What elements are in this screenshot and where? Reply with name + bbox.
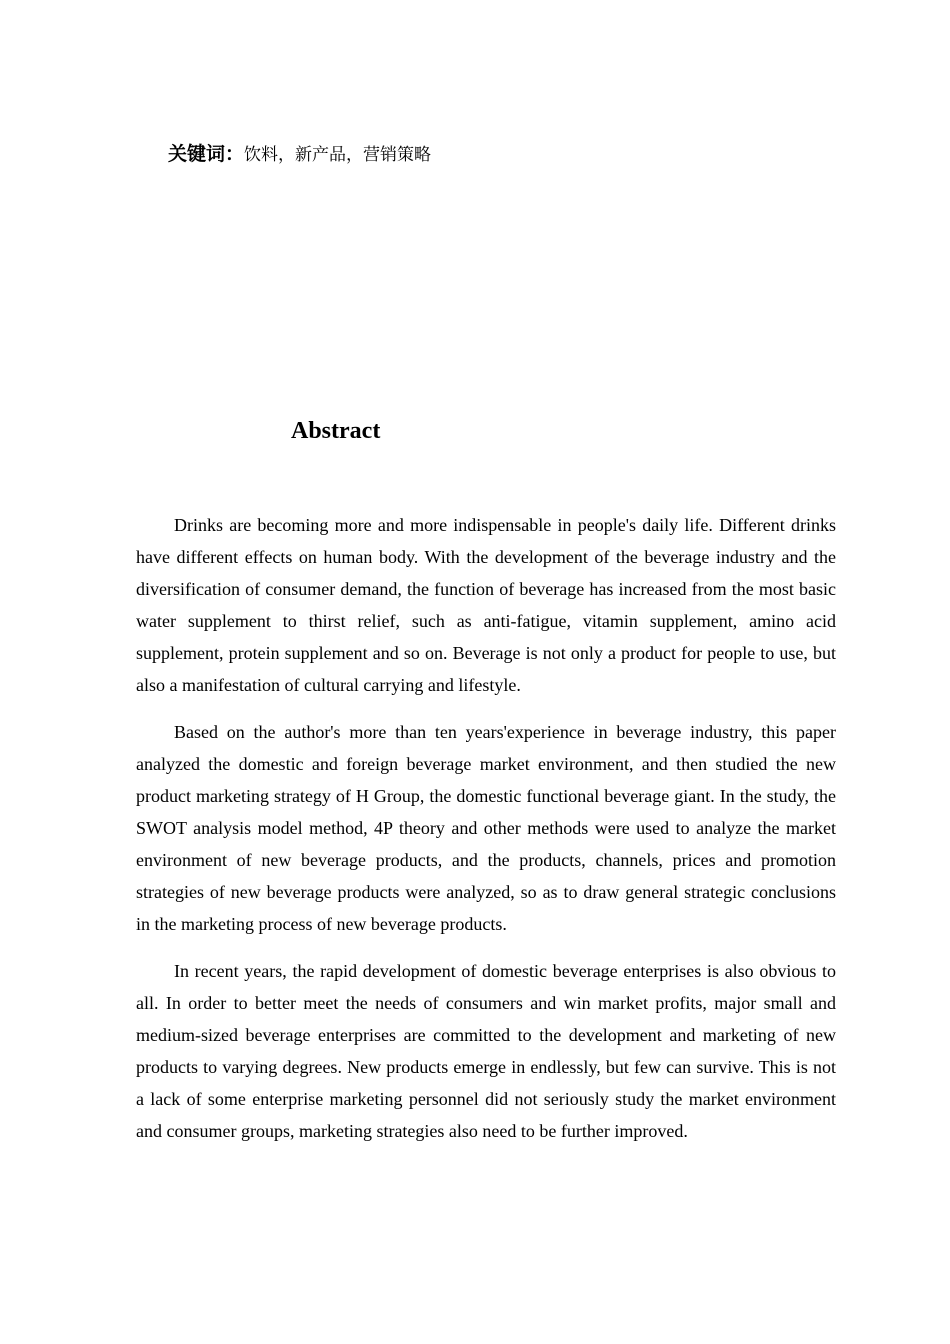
abstract-body <box>136 509 836 1162</box>
abstract-title: Abstract <box>291 418 381 444</box>
keywords-value: 饮料，新产品，营销策略 <box>244 145 432 165</box>
abstract-paragraph-1: Drinks are becoming more and more indispensable in people's daily life. Different drinks have different effects on human body. With the development of the beverage industry and the diversification of consumer demand, the function of beverage has increased from the most basic water supplement to thirst relief, such as anti-fatigue, vitamin supplement, amino acid supplement, protein supplement and so on. Beverage is not only a product for people to use, but also a manifestation of cultural carrying and lifestyle. <box>136 515 836 695</box>
keywords-label: 关键词： <box>168 143 245 165</box>
abstract-paragraph-3: In recent years, the rapid development of domestic beverage enterprises is also obvious to all. In order to better meet the needs of consumers and win market profits, major small and medium-sized beverage enterprises are committed to the development and marketing of new products to varying degrees. New products emerge in endlessly, but few can survive. This is not a lack of some enterprise marketing personnel did not seriously study the market environment and consumer groups, marketing strategies also need to be further improved. <box>136 961 836 1141</box>
keywords-line <box>168 139 868 170</box>
abstract-paragraph-2: Based on the author's more than ten years'experience in beverage industry, this paper analyzed the domestic and foreign beverage market environment, and then studied the new product marketing strategy of H Group, the domestic functional beverage giant. In the study, the SWOT analysis model method, 4P theory and other methods were used to analyze the market environment of new beverage products, and the products, channels, prices and promotion strategies of new beverage products were analyzed, so as to draw general strategic conclusions in the marketing process of new beverage products. <box>136 722 836 934</box>
